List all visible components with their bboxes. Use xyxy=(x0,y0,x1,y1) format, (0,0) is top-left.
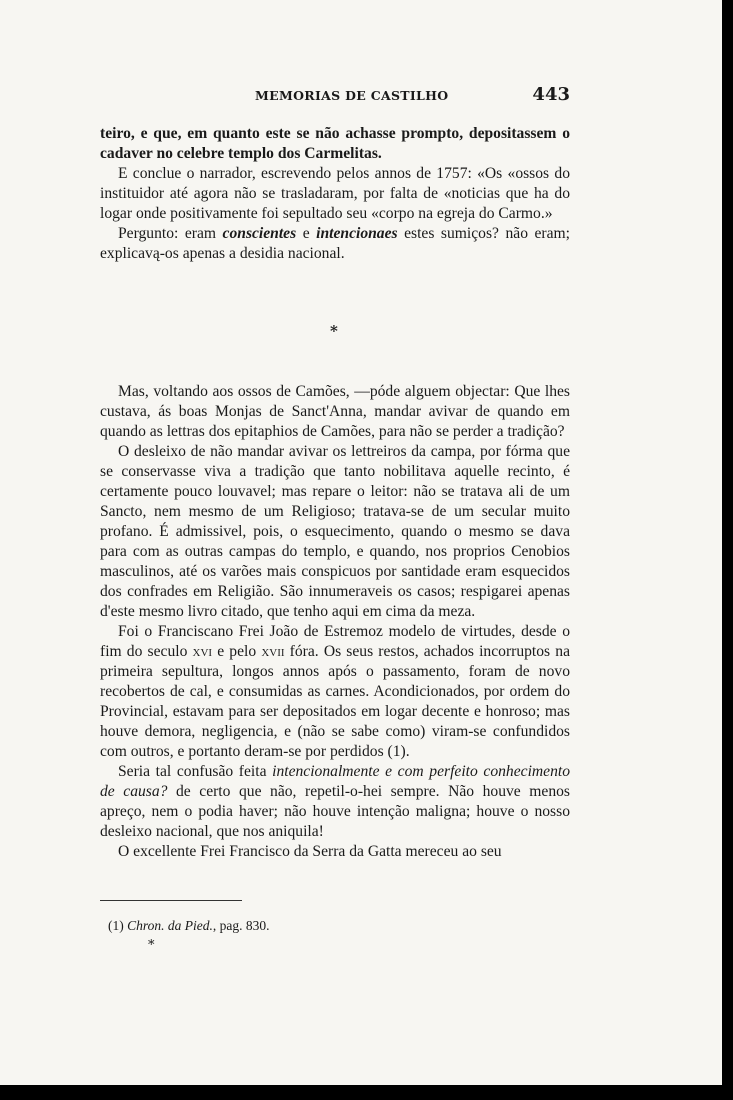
text-run: estes sumiços? não eram; explicavą-os apenas a desidia nacional. xyxy=(100,225,570,262)
signature-mark: * xyxy=(148,938,155,953)
text-block-main xyxy=(100,382,570,862)
italic-term: conscientes xyxy=(222,225,297,242)
text-run: fóra. Os seus restos, achados incorruptos na primeira sepultura, longos annos após o passamento, foram de novo recobertos de cal, e consumidas as carnes. Acondicionados, por ordem do Provincial, estavam para ser depositados em logar decente e honroso; mas houve demora, negligencia, e (não se sabe como) viram-se confundidos com outros, e portanto deram-se por perdidos (1). xyxy=(100,643,570,760)
century-numeral: xvi xyxy=(192,643,213,660)
text-run: Seria tal confusão feita xyxy=(118,763,273,780)
footnote xyxy=(108,918,270,934)
century-numeral: xvii xyxy=(261,643,285,660)
running-title: MEMORIAS DE CASTILHO xyxy=(255,88,449,103)
footnote-text: , pag. 830. xyxy=(212,918,270,933)
text-run: e xyxy=(296,225,317,242)
page-number: 443 xyxy=(532,84,570,105)
text-run: de certo que não, repetil-o-hei sempre. Não houve menos apreço, nem o podia haver; não houve intenção maligna; houve o nosso desleixo nacional, que nos aniquila! xyxy=(100,783,570,840)
italic-term: intencionaes xyxy=(316,225,398,242)
text-run: Foi o Franciscano Frei João de Estremoz modelo de virtudes, desde o fim do seculo xyxy=(100,623,570,660)
text-run: Pergunto: eram xyxy=(118,225,223,242)
page-header xyxy=(100,84,570,106)
paragraph: O excellente Frei Francisco da Serra da Gatta mereceu ao seu xyxy=(118,843,502,860)
paragraph xyxy=(100,622,570,762)
italic-phrase: intencionalmente e com perfeito conhecimento de causa? xyxy=(100,763,571,800)
paragraph xyxy=(100,762,570,842)
footnote-rule xyxy=(100,900,242,901)
paragraph: teiro, e que, em quanto este se não achasse prompto, depositassem o cadaver no celebre templo dos Carmelitas. xyxy=(100,125,570,162)
section-separator: * xyxy=(330,322,338,340)
text-block-top xyxy=(100,124,570,264)
footnote-source: Chron. da Pied. xyxy=(127,918,213,933)
paragraph: Mas, voltando aos ossos de Camões, —póde alguem objectar: Que lhes custava, ás boas Monjas de Sanct'Anna, mandar avivar de quando em quando as lettras dos epitaphios de Camões, para não se perder a tradição? xyxy=(100,383,570,440)
paragraph: O desleixo de não mandar avivar os lettreiros da campa, por fórma que se conservasse viva a tradição que tanto nobilitava aquelle recinto, é certamente pouco louvavel; mas repare o leitor: não se tratava ali de um Sancto, nem mesmo de um Religioso; tratava-se de um secular muito profano. É admissivel, pois, o esquecimento, quando o mesmo se dava para com as outras campas do templo, e quando, nos proprios Cenobios masculinos, até os varões mais conspicuos por santidade eram esquecidos dos confrades em Religião. São innumeraveis os casos; respigarei apenas d'este mesmo livro citado, que tenho aqui em cima da meza. xyxy=(100,443,570,620)
text-run: e pelo xyxy=(212,643,262,660)
paragraph xyxy=(100,224,570,264)
paragraph: E conclue o narrador, escrevendo pelos annos de 1757: «Os «ossos do instituidor até agora não se trasladaram, por falta de «noticias que ha do logar onde positivamente foi sepultado seu «corpo na egreja do Carmo.» xyxy=(100,165,570,222)
footnote-number: (1) xyxy=(108,918,124,933)
